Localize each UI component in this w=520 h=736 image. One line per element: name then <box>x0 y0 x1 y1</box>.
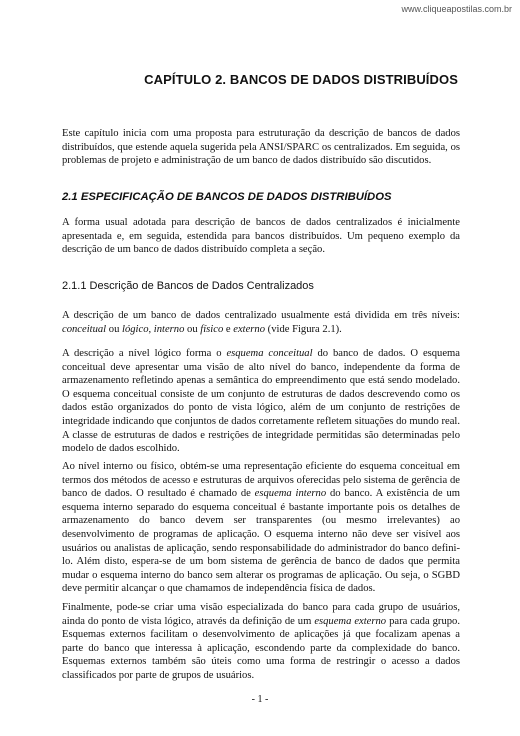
conceptual-schema-paragraph: A descrição a nível lógico forma o esquema conceitual do banco de dados. O esquema conceitual deve apresentar uma visão de alto nível do banco, independente da forma de armazenamento refletindo apenas a semântica do empreendimento que está sendo modelado. O esquema conceitual consiste de um conjunto de estruturas de dados descrevendo como os dados estão organizados do ponto de vista lógico, além de um conjunto de restrições de integridade indicando que conjuntos de dados corretamente refletem situações do mundo real. A classe de estruturas de dados e restrições de integridade permitidas são determinadas pelo modelo de dados escolhido. <box>62 348 461 455</box>
subsection-heading: 2.1.1 Descrição de Bancos de Dados Centralizados <box>62 280 314 292</box>
chapter-title: CAPÍTULO 2. BANCOS DE DADOS DISTRIBUÍDOS <box>144 72 458 87</box>
intro-paragraph: Este capítulo inicia com uma proposta para estruturação da descrição de bancos de dados distribuídos, que estende aquela sugerida pela ANSI/SPARC os centralizados. Em seguida, os problemas de projeto e administração de um banco de dados distribuído são discutidos. <box>62 128 460 167</box>
internal-schema-paragraph: Ao nível interno ou físico, obtém-se uma representação eficiente do esquema conceitual em termos dos métodos de acesso e estruturas de arquivos oferecidas pelo sistema de gerência de banco de dados. O resultado é chamado de esquema interno do banco. A existência de um esquema interno separado do esquema conceitual é bastante importante pois os detalhes de armazenamento do banco devem ser transparentes (ou mesmo irrelevantes) ao desenvolvimento de programas de aplicação. O esquema interno não deve ser visível aos usuários ou analistas de aplicação, sendo responsabilidade do administrador do banco defini-lo. Além disto, espera-se de um bom sistema de gerência de banco de dados que permita mudar o esquema interno do banco sem alterar os programas de aplicação. Ou seja, o SGBD deve permitir alcançar o que chamamos de independência física de dados. <box>62 461 460 595</box>
page-number: - 1 - <box>251 694 269 705</box>
external-schema-paragraph: Finalmente, pode-se criar uma visão especializada do banco para cada grupo de usuários, ainda do ponto de vista lógico, através da definição de um esquema externo para cada grupo. Esquemas externos facilitam o desenvolvimento de aplicações já que focalizam apenas a parte do banco que interessa à aplicação, escondendo parte da complexidade do banco. Esquemas externos também são úteis como uma forma de restringir o acesso a dados classificados por parte de grupos de usuários. <box>62 602 460 681</box>
section-paragraph: A forma usual adotada para descrição de bancos de dados centralizados é inicialmente apresentada e, em seguida, estendida para bancos distribuídos. Um pequeno exemplo da descrição de um banco de dados distribuído completa a seção. <box>62 217 460 256</box>
section-heading: 2.1 ESPECIFICAÇÃO DE BANCOS DE DADOS DISTRIBUÍDOS <box>62 191 392 203</box>
watermark: www.cliqueapostilas.com.br <box>401 4 512 14</box>
levels-paragraph: A descrição de um banco de dados centralizado usualmente está dividida em três níveis: conceitual ou lógico, interno ou físico e externo (vide Figura 2.1). <box>62 310 460 335</box>
